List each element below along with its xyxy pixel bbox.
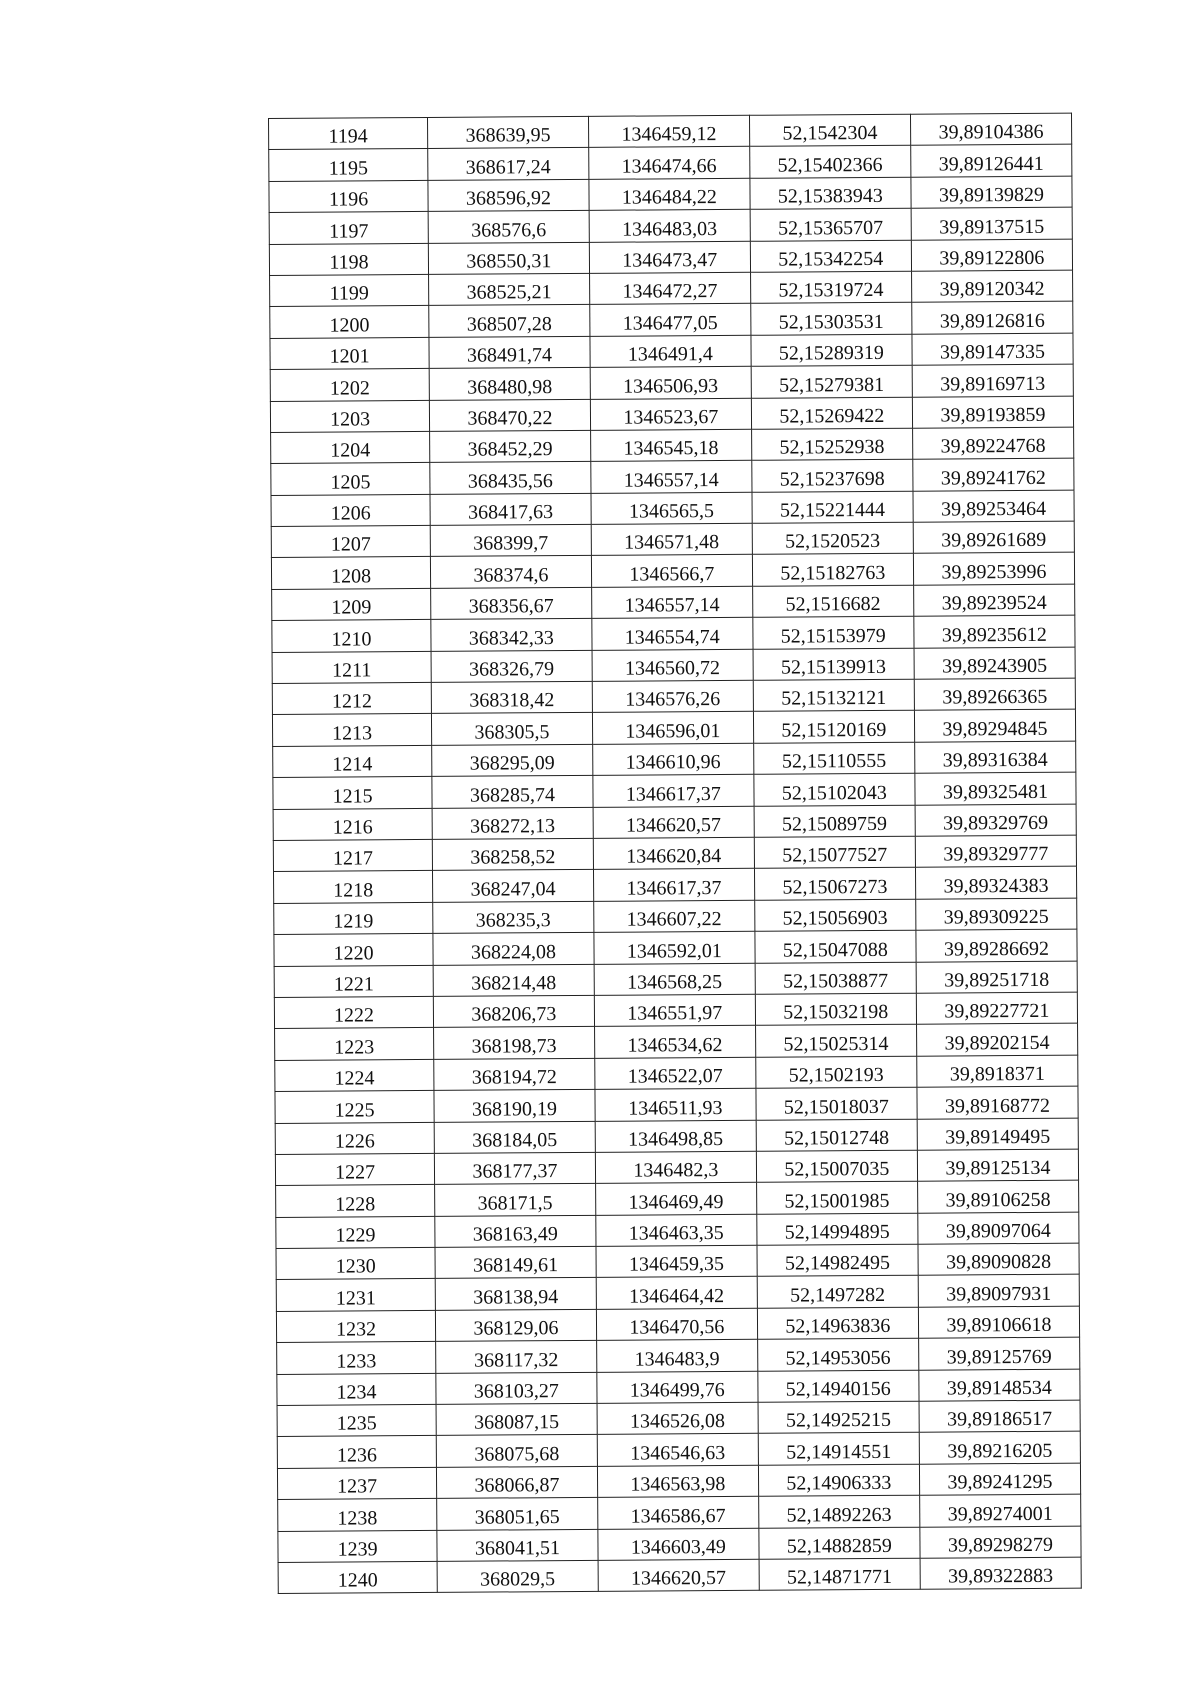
y-coordinate-cell: 1346506,93 [590,366,751,398]
x-coordinate-cell: 368177,37 [434,1152,595,1184]
latitude-cell: 52,15001985 [756,1181,917,1213]
x-coordinate-cell: 368305,5 [432,713,593,745]
x-coordinate-cell: 368194,72 [434,1058,595,1090]
longitude-cell: 39,89286692 [916,929,1077,961]
longitude-cell: 39,89122806 [911,239,1072,271]
table-row [269,176,1072,213]
longitude-cell: 39,89329769 [915,804,1076,836]
latitude-cell: 52,15012748 [756,1119,917,1151]
longitude-cell: 39,89243905 [914,647,1075,679]
x-coordinate-cell: 368399,7 [430,524,591,556]
point-number-cell: 1220 [274,934,433,966]
latitude-cell: 52,15089759 [754,805,915,837]
table-row [276,1275,1079,1312]
latitude-cell: 52,15102043 [754,773,915,805]
point-number-cell: 1217 [273,839,432,871]
latitude-cell: 52,14940156 [758,1370,919,1402]
latitude-cell: 52,15038877 [755,962,916,994]
point-number-cell: 1235 [277,1404,436,1436]
point-number-cell: 1229 [276,1216,435,1248]
longitude-cell: 39,89309225 [916,898,1077,930]
y-coordinate-cell: 1346557,14 [591,461,752,493]
longitude-cell: 39,89324383 [915,867,1076,899]
point-number-cell: 1211 [272,651,431,683]
y-coordinate-cell: 1346464,42 [596,1277,757,1309]
point-number-cell: 1202 [270,369,429,401]
y-coordinate-cell: 1346483,03 [589,209,750,241]
latitude-cell: 52,14982495 [757,1244,918,1276]
x-coordinate-cell: 368617,24 [428,148,589,180]
table-row [276,1180,1079,1217]
coordinates-table-body [269,113,1082,1594]
latitude-cell: 52,15056903 [754,899,915,931]
y-coordinate-cell: 1346592,01 [594,931,755,963]
point-number-cell: 1214 [273,745,432,777]
latitude-cell: 52,14906333 [758,1464,919,1496]
latitude-cell: 52,15252938 [751,428,912,460]
table-row [278,1526,1081,1563]
longitude-cell: 39,89169713 [912,364,1073,396]
x-coordinate-cell: 368435,56 [430,462,591,494]
point-number-cell: 1198 [269,243,428,275]
x-coordinate-cell: 368163,49 [435,1215,596,1247]
point-number-cell: 1236 [277,1436,436,1468]
longitude-cell: 39,89241295 [919,1463,1080,1495]
y-coordinate-cell: 1346472,27 [589,272,750,304]
latitude-cell: 52,1542304 [749,114,910,146]
longitude-cell: 39,89316384 [915,741,1076,773]
y-coordinate-cell: 1346473,47 [589,241,750,273]
x-coordinate-cell: 368596,92 [428,179,589,211]
y-coordinate-cell: 1346586,67 [597,1496,758,1528]
table-row [271,427,1074,464]
point-number-cell: 1205 [271,463,430,495]
table-row [274,929,1077,966]
latitude-cell: 52,15110555 [753,742,914,774]
table-row [272,615,1075,652]
y-coordinate-cell: 1346596,01 [592,712,753,744]
latitude-cell: 52,15237698 [752,460,913,492]
table-row [276,1306,1079,1343]
longitude-cell: 39,89147335 [912,333,1073,365]
x-coordinate-cell: 368066,87 [437,1466,598,1498]
table-row [271,458,1074,495]
x-coordinate-cell: 368206,73 [433,995,594,1027]
table-row [278,1557,1081,1594]
table-row [270,396,1073,433]
longitude-cell: 39,89090828 [918,1243,1079,1275]
table-row [272,710,1075,747]
latitude-cell: 52,15067273 [754,868,915,900]
y-coordinate-cell: 1346482,3 [595,1151,756,1183]
table-row [275,1149,1078,1186]
longitude-cell: 39,89266365 [914,678,1075,710]
table-row [273,741,1076,778]
point-number-cell: 1224 [275,1059,434,1091]
longitude-cell: 39,89322883 [920,1557,1081,1589]
y-coordinate-cell: 1346526,08 [597,1402,758,1434]
point-number-cell: 1234 [277,1373,436,1405]
latitude-cell: 52,15182763 [752,554,913,586]
longitude-cell: 39,89253464 [913,490,1074,522]
latitude-cell: 52,14963836 [757,1307,918,1339]
table-row [274,898,1077,935]
x-coordinate-cell: 368075,68 [436,1435,597,1467]
x-coordinate-cell: 368198,73 [434,1027,595,1059]
table-row [275,1086,1078,1123]
latitude-cell: 52,14871771 [759,1558,920,1590]
x-coordinate-cell: 368639,95 [428,116,589,148]
y-coordinate-cell: 1346603,49 [598,1528,759,1560]
latitude-cell: 52,15365707 [750,208,911,240]
latitude-cell: 52,15402366 [749,146,910,178]
point-number-cell: 1238 [278,1499,437,1531]
table-row [272,647,1075,684]
table-row [276,1212,1079,1249]
y-coordinate-cell: 1346484,22 [589,178,750,210]
point-number-cell: 1204 [271,431,430,463]
point-number-cell: 1237 [277,1467,436,1499]
latitude-cell: 52,1497282 [757,1276,918,1308]
x-coordinate-cell: 368326,79 [431,650,592,682]
longitude-cell: 39,89168772 [917,1086,1078,1118]
latitude-cell: 52,15132121 [753,679,914,711]
table-row [275,1023,1078,1060]
table-row [277,1369,1080,1406]
point-number-cell: 1208 [271,557,430,589]
table-row [269,239,1072,276]
latitude-cell: 52,1520523 [752,522,913,554]
point-number-cell: 1209 [272,588,431,620]
latitude-cell: 52,14994895 [757,1213,918,1245]
point-number-cell: 1240 [278,1561,437,1593]
y-coordinate-cell: 1346563,98 [597,1465,758,1497]
table-row [273,835,1076,872]
x-coordinate-cell: 368041,51 [437,1529,598,1561]
point-number-cell: 1195 [269,149,428,181]
table-row [271,521,1074,558]
point-number-cell: 1222 [274,996,433,1028]
y-coordinate-cell: 1346620,84 [593,837,754,869]
table-row [277,1337,1080,1374]
point-number-cell: 1200 [270,306,429,338]
y-coordinate-cell: 1346459,12 [588,115,749,147]
point-number-cell: 1230 [276,1247,435,1279]
longitude-cell: 39,89149495 [917,1118,1078,1150]
y-coordinate-cell: 1346470,56 [596,1308,757,1340]
y-coordinate-cell: 1346557,14 [591,586,752,618]
point-number-cell: 1226 [275,1122,434,1154]
point-number-cell: 1218 [273,871,432,903]
latitude-cell: 52,14892263 [758,1495,919,1527]
table-row [270,302,1073,339]
x-coordinate-cell: 368224,08 [433,933,594,965]
longitude-cell: 39,89261689 [913,521,1074,553]
x-coordinate-cell: 368247,04 [433,870,594,902]
latitude-cell: 52,15032198 [755,993,916,1025]
point-number-cell: 1216 [273,808,432,840]
y-coordinate-cell: 1346554,74 [592,618,753,650]
x-coordinate-cell: 368525,21 [429,273,590,305]
y-coordinate-cell: 1346565,5 [591,492,752,524]
longitude-cell: 39,89294845 [914,710,1075,742]
point-number-cell: 1233 [277,1342,436,1374]
y-coordinate-cell: 1346483,9 [596,1340,757,1372]
y-coordinate-cell: 1346469,49 [595,1183,756,1215]
y-coordinate-cell: 1346546,63 [597,1434,758,1466]
x-coordinate-cell: 368285,74 [432,776,593,808]
y-coordinate-cell: 1346459,35 [596,1245,757,1277]
point-number-cell: 1203 [270,400,429,432]
latitude-cell: 52,14953056 [757,1338,918,1370]
longitude-cell: 39,89216205 [919,1432,1080,1464]
longitude-cell: 39,89193859 [912,396,1073,428]
longitude-cell: 39,89125769 [918,1337,1079,1369]
x-coordinate-cell: 368117,32 [436,1341,597,1373]
x-coordinate-cell: 368318,42 [431,681,592,713]
table-row [272,584,1075,621]
longitude-cell: 39,89120342 [911,270,1072,302]
longitude-cell: 39,89126441 [911,145,1072,177]
latitude-cell: 52,15342254 [750,240,911,272]
longitude-cell: 39,89325481 [915,772,1076,804]
x-coordinate-cell: 368171,5 [435,1184,596,1216]
y-coordinate-cell: 1346617,37 [593,869,754,901]
x-coordinate-cell: 368087,15 [436,1403,597,1435]
x-coordinate-cell: 368491,74 [429,336,590,368]
y-coordinate-cell: 1346620,57 [593,806,754,838]
table-row [277,1463,1080,1500]
y-coordinate-cell: 1346576,26 [592,680,753,712]
longitude-cell: 39,89137515 [911,207,1072,239]
latitude-cell: 52,15153979 [753,616,914,648]
table-row [269,207,1072,244]
table-row [270,270,1073,307]
point-number-cell: 1213 [272,714,431,746]
latitude-cell: 52,15269422 [751,397,912,429]
longitude-cell: 39,89241762 [913,458,1074,490]
table-row [270,364,1073,401]
longitude-cell: 39,89097931 [918,1275,1079,1307]
x-coordinate-cell: 368214,48 [433,964,594,996]
longitude-cell: 39,89329777 [915,835,1076,867]
latitude-cell: 52,14914551 [758,1433,919,1465]
x-coordinate-cell: 368295,09 [432,744,593,776]
longitude-cell: 39,89253996 [913,553,1074,585]
longitude-cell: 39,89106258 [917,1180,1078,1212]
longitude-cell: 39,89106618 [918,1306,1079,1338]
y-coordinate-cell: 1346522,07 [595,1057,756,1089]
longitude-cell: 39,89126816 [912,302,1073,334]
latitude-cell: 52,15383943 [750,177,911,209]
point-number-cell: 1212 [272,682,431,714]
y-coordinate-cell: 1346545,18 [590,429,751,461]
longitude-cell: 39,89104386 [910,113,1071,145]
x-coordinate-cell: 368184,05 [434,1121,595,1153]
latitude-cell: 52,14925215 [758,1401,919,1433]
longitude-cell: 39,89202154 [916,1023,1077,1055]
y-coordinate-cell: 1346560,72 [592,649,753,681]
table-row [271,490,1074,527]
point-number-cell: 1194 [269,117,428,149]
y-coordinate-cell: 1346511,93 [595,1088,756,1120]
y-coordinate-cell: 1346499,76 [597,1371,758,1403]
latitude-cell: 52,15047088 [755,930,916,962]
table-row [273,867,1076,904]
point-number-cell: 1199 [270,274,429,306]
x-coordinate-cell: 368103,27 [436,1372,597,1404]
longitude-cell: 39,89235612 [914,615,1075,647]
x-coordinate-cell: 368129,06 [435,1309,596,1341]
point-number-cell: 1223 [275,1028,434,1060]
point-number-cell: 1221 [274,965,433,997]
longitude-cell: 39,89097064 [918,1212,1079,1244]
point-number-cell: 1219 [274,902,433,934]
x-coordinate-cell: 368480,98 [429,367,590,399]
point-number-cell: 1231 [276,1279,435,1311]
point-number-cell: 1215 [273,777,432,809]
longitude-cell: 39,89227721 [916,992,1077,1024]
x-coordinate-cell: 368272,13 [432,807,593,839]
x-coordinate-cell: 368356,67 [431,587,592,619]
longitude-cell: 39,89125134 [917,1149,1078,1181]
point-number-cell: 1228 [276,1185,435,1217]
coordinates-table [268,113,1082,1595]
longitude-cell: 39,89139829 [911,176,1072,208]
y-coordinate-cell: 1346498,85 [595,1120,756,1152]
y-coordinate-cell: 1346607,22 [594,900,755,932]
point-number-cell: 1210 [272,620,431,652]
latitude-cell: 52,15007035 [756,1150,917,1182]
latitude-cell: 52,15077527 [754,836,915,868]
x-coordinate-cell: 368051,65 [437,1498,598,1530]
y-coordinate-cell: 1346474,66 [589,147,750,179]
longitude-cell: 39,89239524 [913,584,1074,616]
point-number-cell: 1196 [269,180,428,212]
y-coordinate-cell: 1346617,37 [593,774,754,806]
x-coordinate-cell: 368417,63 [430,493,591,525]
table-row [273,772,1076,809]
table-row [269,113,1072,150]
latitude-cell: 52,15319724 [750,271,911,303]
table-row [275,1118,1078,1155]
y-coordinate-cell: 1346566,7 [591,555,752,587]
y-coordinate-cell: 1346491,4 [590,335,751,367]
point-number-cell: 1232 [276,1310,435,1342]
table-row [278,1494,1081,1531]
y-coordinate-cell: 1346620,57 [598,1559,759,1591]
x-coordinate-cell: 368149,61 [435,1246,596,1278]
latitude-cell: 52,15303531 [751,303,912,335]
y-coordinate-cell: 1346523,67 [590,398,751,430]
x-coordinate-cell: 368470,22 [429,399,590,431]
table-row [270,333,1073,370]
x-coordinate-cell: 368507,28 [429,305,590,337]
point-number-cell: 1207 [271,526,430,558]
y-coordinate-cell: 1346477,05 [590,304,751,336]
x-coordinate-cell: 368550,31 [428,242,589,274]
table-row [272,678,1075,715]
table-row [274,961,1077,998]
latitude-cell: 52,15139913 [753,648,914,680]
latitude-cell: 52,15018037 [756,1087,917,1119]
y-coordinate-cell: 1346610,96 [592,743,753,775]
y-coordinate-cell: 1346568,25 [594,963,755,995]
longitude-cell: 39,89148534 [919,1369,1080,1401]
point-number-cell: 1206 [271,494,430,526]
table-row [276,1243,1079,1280]
latitude-cell: 52,1516682 [752,585,913,617]
table-row [274,992,1077,1029]
table-row [269,145,1072,182]
x-coordinate-cell: 368190,19 [434,1089,595,1121]
longitude-cell: 39,89274001 [920,1494,1081,1526]
table-row [277,1432,1080,1469]
table-row [275,1055,1078,1092]
point-number-cell: 1197 [269,212,428,244]
latitude-cell: 52,15289319 [751,334,912,366]
latitude-cell: 52,1502193 [756,1056,917,1088]
y-coordinate-cell: 1346551,97 [594,994,755,1026]
latitude-cell: 52,15025314 [755,1025,916,1057]
longitude-cell: 39,89186517 [919,1400,1080,1432]
table-row [277,1400,1080,1437]
longitude-cell: 39,89251718 [916,961,1077,993]
y-coordinate-cell: 1346534,62 [594,1026,755,1058]
point-number-cell: 1227 [275,1153,434,1185]
longitude-cell: 39,89298279 [920,1526,1081,1558]
point-number-cell: 1201 [270,337,429,369]
y-coordinate-cell: 1346463,35 [596,1214,757,1246]
y-coordinate-cell: 1346571,48 [591,523,752,555]
longitude-cell: 39,89224768 [912,427,1073,459]
latitude-cell: 52,15279381 [751,365,912,397]
latitude-cell: 52,15221444 [752,491,913,523]
x-coordinate-cell: 368258,52 [432,838,593,870]
point-number-cell: 1239 [278,1530,437,1562]
x-coordinate-cell: 368138,94 [435,1278,596,1310]
latitude-cell: 52,15120169 [753,711,914,743]
longitude-cell: 39,8918371 [917,1055,1078,1087]
latitude-cell: 52,14882859 [759,1527,920,1559]
x-coordinate-cell: 368374,6 [430,556,591,588]
table-row [271,553,1074,590]
x-coordinate-cell: 368235,3 [433,901,594,933]
x-coordinate-cell: 368029,5 [437,1560,598,1592]
x-coordinate-cell: 368342,33 [431,619,592,651]
x-coordinate-cell: 368452,29 [430,430,591,462]
point-number-cell: 1225 [275,1091,434,1123]
x-coordinate-cell: 368576,6 [428,211,589,243]
table-row [273,804,1076,841]
